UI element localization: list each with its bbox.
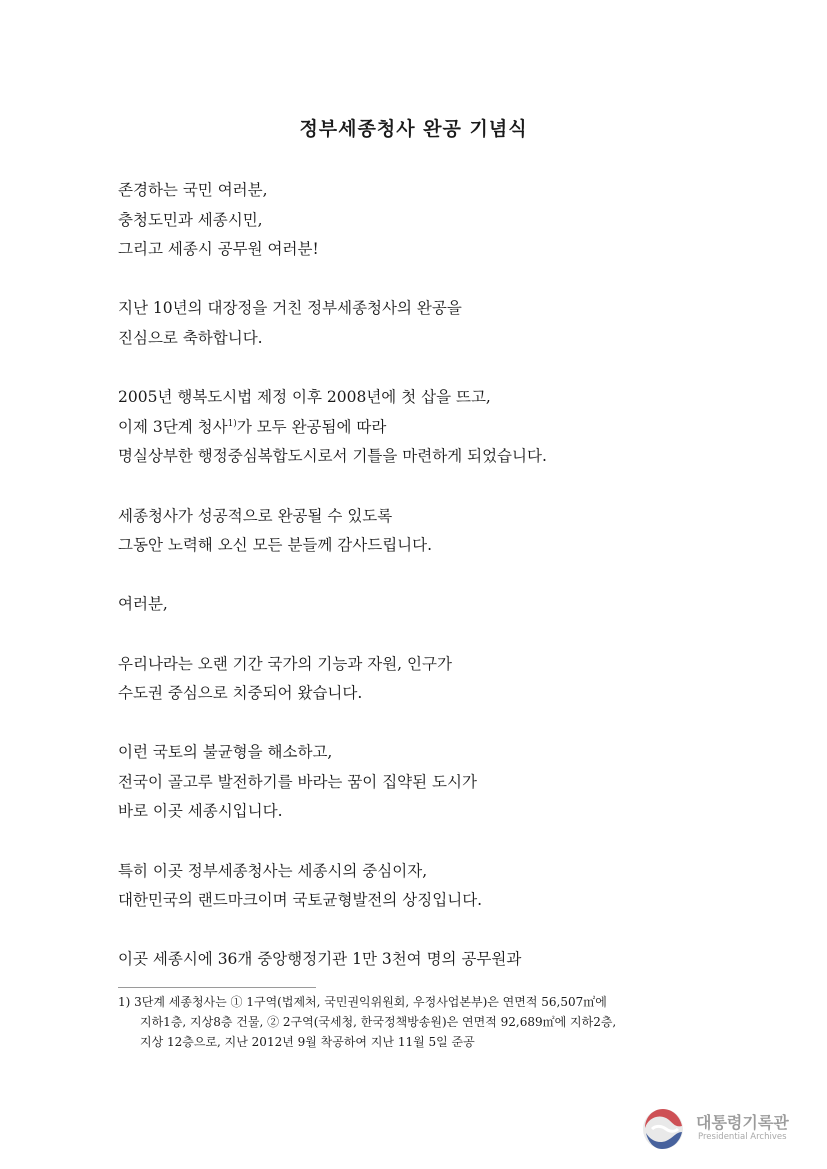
text-line: 이곳 세종시에 36개 중앙행정기관 1만 3천여 명의 공무원과 [118, 950, 522, 969]
paragraph-8 [118, 857, 718, 916]
paragraph-1 [118, 176, 718, 265]
text-line: 특히 이곳 정부세종청사는 세종시의 중심이자, [118, 861, 428, 880]
text-segment: 가 모두 완공됨에 따라 [236, 417, 387, 436]
text-line: 여러분, [118, 595, 168, 614]
paragraph-5 [118, 590, 718, 620]
text-segment: 이제 3단계 청사 [118, 417, 228, 436]
text-line: 전국이 골고루 발전하기를 바라는 꿈이 집약된 도시가 [118, 772, 477, 791]
footnote-line: 1) 3단계 세종청사는 ① 1구역(법제처, 국민권익위원회, 우정사업본부)은 연면적 56,507㎡에 [118, 995, 607, 1009]
paragraph-7 [118, 738, 718, 827]
taegeuk-emblem-icon [640, 1106, 686, 1152]
paragraph-3 [118, 383, 718, 472]
text-line-with-footnote [118, 413, 718, 443]
paragraph-9 [118, 945, 718, 975]
text-line: 세종청사가 성공적으로 완공될 수 있도록 [118, 506, 393, 525]
footnote-marker[interactable]: 1) [227, 418, 237, 429]
paragraph-6 [118, 650, 718, 709]
text-line: 그리고 세종시 공무원 여러분! [118, 240, 319, 259]
text-line: 대한민국의 랜드마크이며 국토균형발전의 상징입니다. [118, 891, 483, 910]
speech-body [118, 176, 718, 1005]
text-line: 바로 이곳 세종시입니다. [118, 802, 283, 821]
text-line: 존경하는 국민 여러분, [118, 181, 268, 199]
text-line: 2005년 행복도시법 제정 이후 2008년에 첫 삽을 뜨고, [118, 388, 491, 407]
text-line: 충청도민과 세종시민, [118, 210, 263, 229]
text-line: 진심으로 축하합니다. [118, 328, 263, 347]
text-line: 우리나라는 오랜 기간 국가의 기능과 자원, 인구가 [118, 654, 452, 673]
text-line: 명실상부한 행정중심복합도시로서 기틀을 마련하게 되었습니다. [118, 447, 547, 466]
presidential-archives-logo [640, 1106, 812, 1150]
footnote-divider [118, 987, 316, 988]
paragraph-2 [118, 294, 718, 353]
text-line: 지난 10년의 대장정을 거친 정부세종청사의 완공을 [118, 299, 462, 318]
text-line: 수도권 중심으로 치중되어 왔습니다. [118, 684, 363, 703]
text-line: 그동안 노력해 오신 모든 분들께 감사드립니다. [118, 536, 433, 555]
logo-name-korean: 대통령기록관 [696, 1113, 789, 1132]
footnote [118, 992, 718, 1052]
footnote-line: 지상 12층으로, 지난 2012년 9월 착공하여 지난 11월 5일 준공 [140, 1035, 475, 1049]
page-title: 정부세종청사 완공 기념식 [299, 118, 528, 140]
footnote-line: 지하1층, 지상8층 건물, ② 2구역(국세청, 한국정책방송원)은 연면적 92,689㎡에 지하2층, [140, 1015, 617, 1029]
logo-name-english: Presidential Archives [698, 1132, 787, 1142]
paragraph-4 [118, 502, 718, 561]
text-line: 이런 국토의 불균형을 해소하고, [118, 743, 333, 762]
